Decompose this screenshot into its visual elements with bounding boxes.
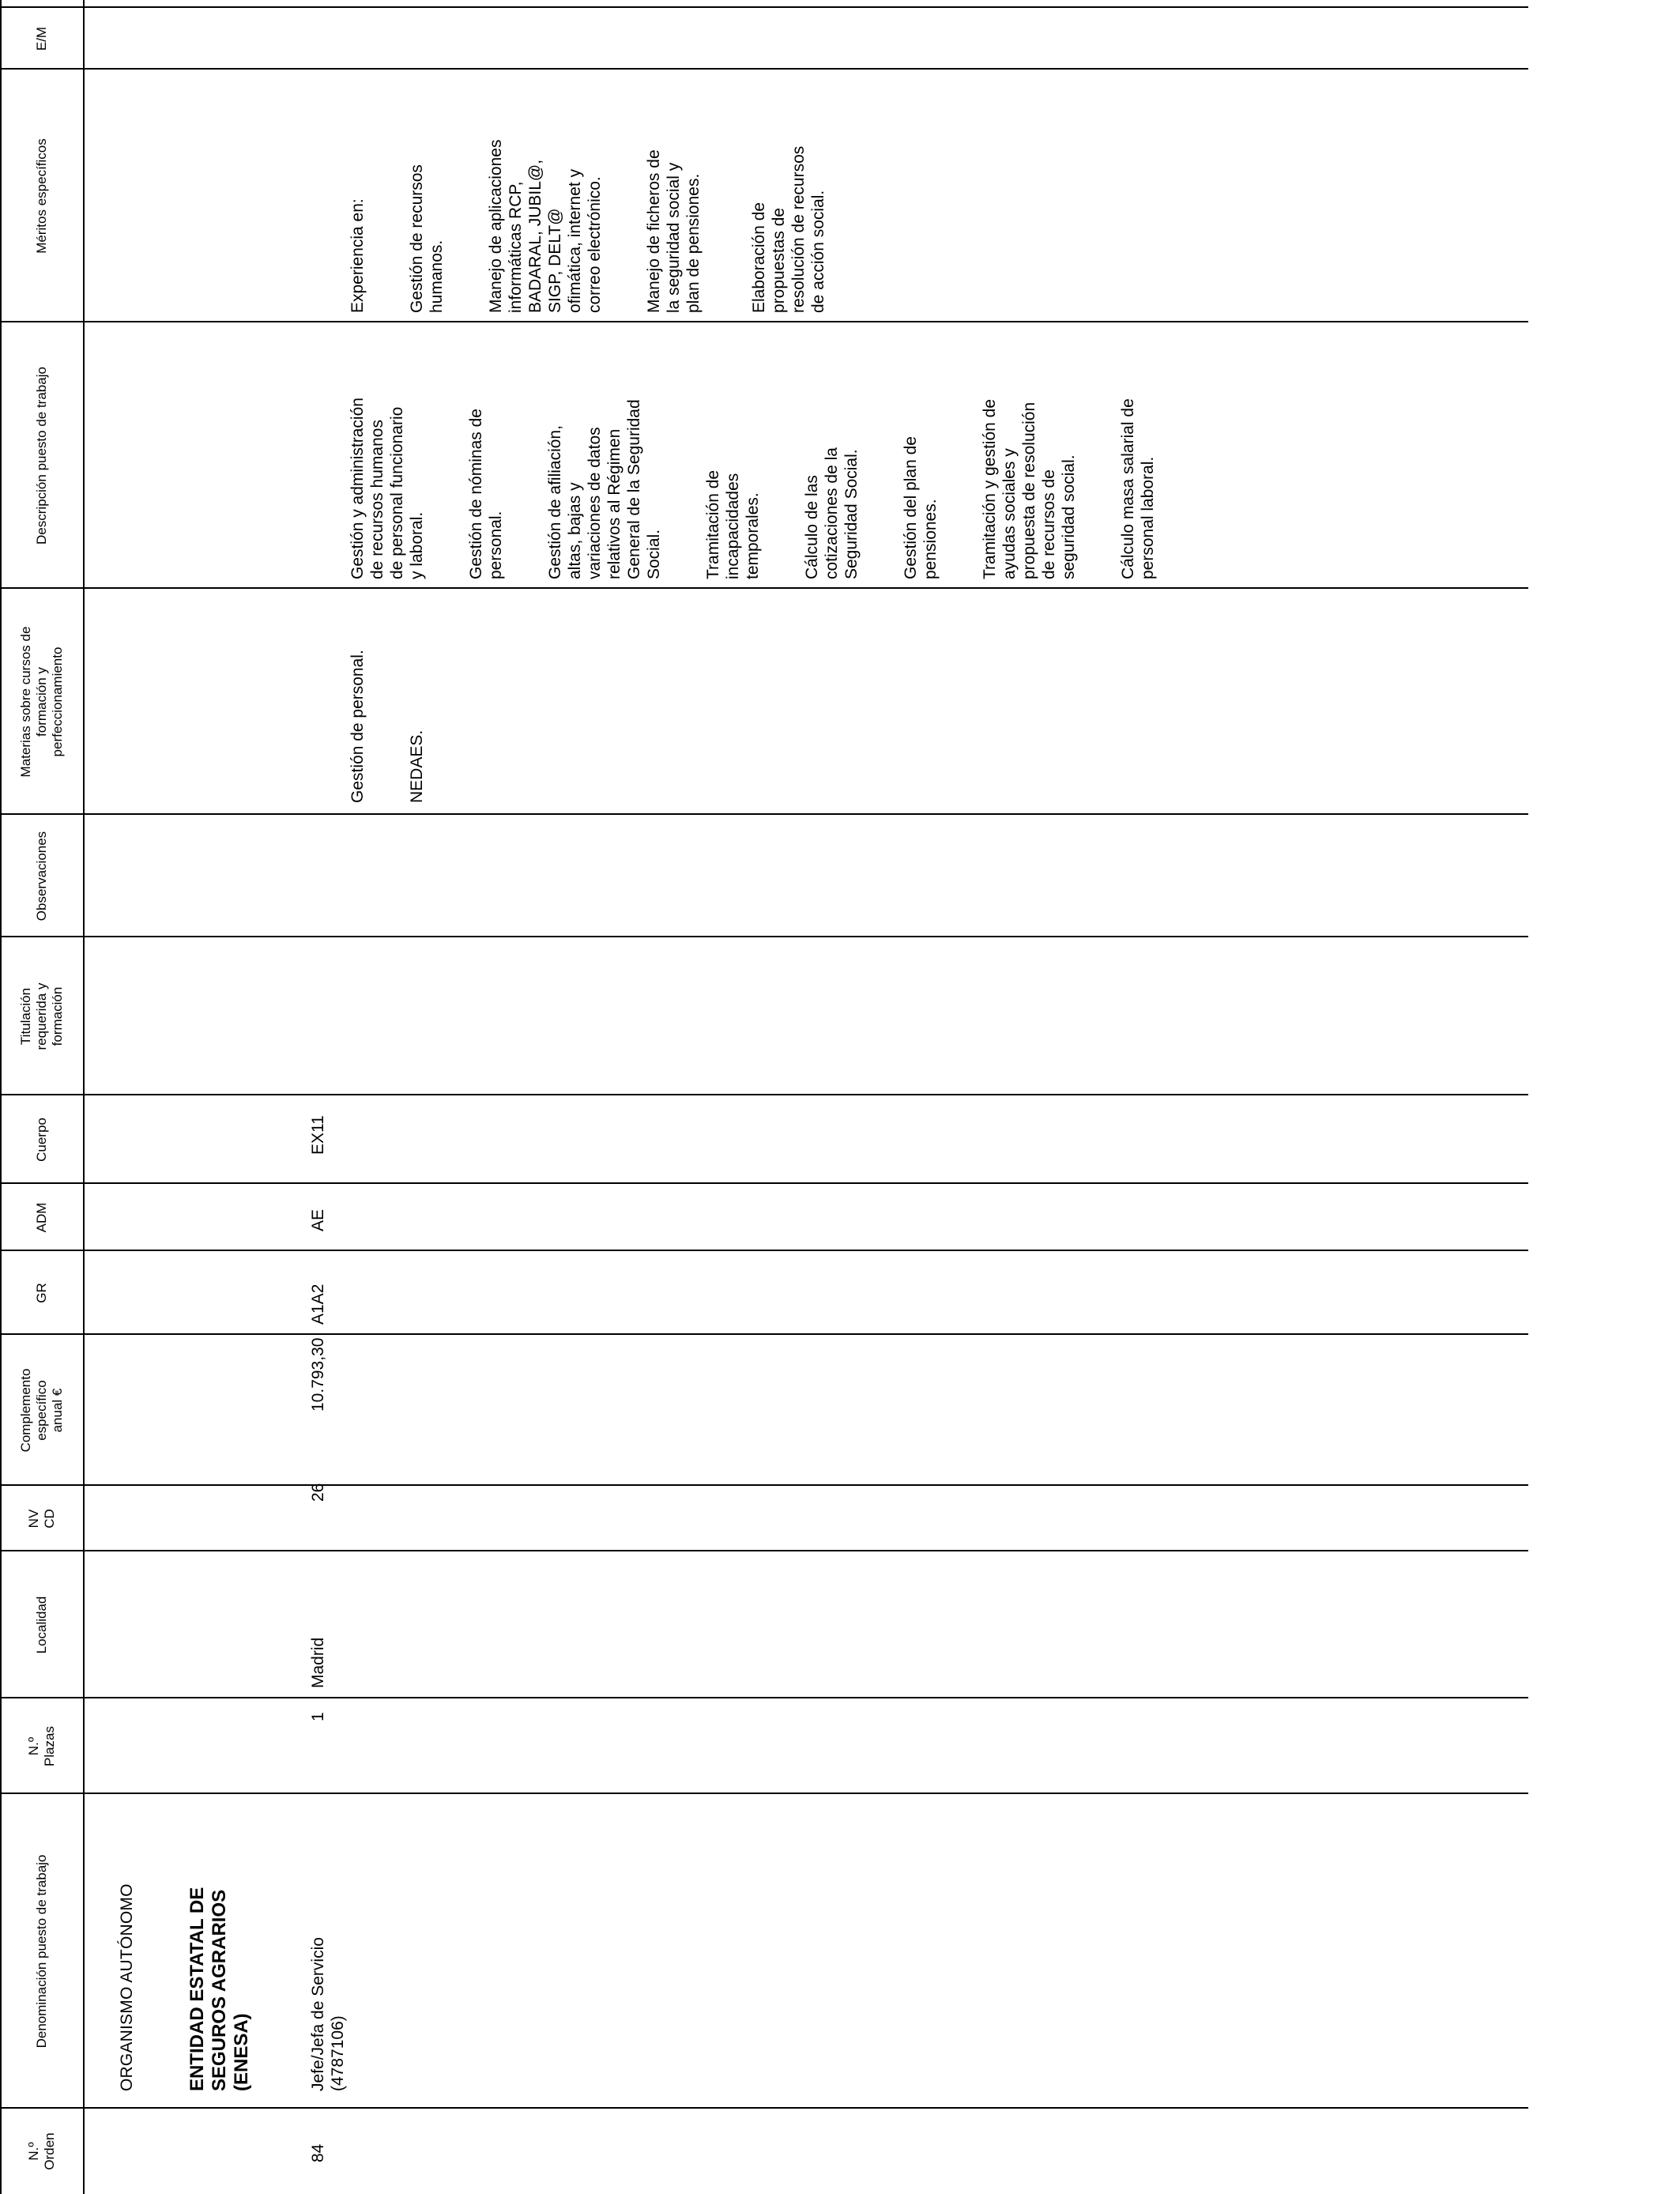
- col-sep: [0, 1793, 1528, 1794]
- descripcion-item: Cálculo masa salarial de personal laboral.: [1119, 398, 1157, 579]
- organismo-nombre: ENTIDAD ESTATAL DE SEGUROS AGRARIOS (ENESA): [186, 1887, 252, 2091]
- meritos-item: Manejo de aplicaciones informáticas RCP, BADARAL, JUBIL@, SIGP, DELT@ ofimática, internet y correo electrónico.: [487, 139, 604, 313]
- col-sep: [0, 1333, 1528, 1335]
- meritos-item: Gestión de recursos humanos.: [408, 164, 446, 313]
- meritos-item: Manejo de ficheros de la seguridad social y plan de pensiones.: [645, 149, 703, 313]
- cell-meritos: [308, 140, 868, 313]
- cell-nv-cd: 26: [309, 1483, 327, 1502]
- descripcion-item: Cálculo de las cotizaciones de la Seguridad Social.: [803, 447, 861, 579]
- descripcion-item: Tramitación de incapacidades temporales.: [704, 469, 762, 579]
- col-sep: [0, 1182, 1528, 1184]
- organismo-tipo: ORGANISMO AUTÓNOMO: [118, 1883, 136, 2091]
- header-localidad: Localidad: [33, 1596, 49, 1654]
- col-sep: [0, 813, 1528, 815]
- cell-localidad: Madrid: [309, 1637, 327, 1688]
- cell-complemento: 10.793,30: [309, 1337, 327, 1412]
- col-sep: [0, 2107, 1528, 2109]
- header-denominacion: Denominación puesto de trabajo: [33, 1854, 49, 2049]
- col-sep: [0, 1250, 1528, 1251]
- meritos-item: Elaboración de propuestas de resolución de recursos de acción social.: [750, 145, 827, 313]
- header-nv-cd: NV CD: [25, 1509, 57, 1529]
- materias-item: NEDAES.: [408, 729, 426, 803]
- descripcion-item: Gestión y administración de recursos humanos de personal funcionario y laboral.: [348, 398, 426, 579]
- header-bottom-border: [83, 0, 85, 2194]
- header-descripcion: Descripción puesto de trabajo: [33, 367, 49, 545]
- col-sep: [0, 1484, 1528, 1486]
- meritos-item: Experiencia en:: [348, 198, 367, 313]
- header-gr: GR: [33, 1283, 49, 1303]
- header-complemento: Complemento específico anual €: [17, 1368, 65, 1453]
- col-sep: [0, 587, 1528, 589]
- col-sep: [0, 321, 1528, 322]
- cell-descripcion: [308, 398, 1197, 579]
- header-n-plazas: N.º Plazas: [25, 1725, 57, 1767]
- header-n-orden: N.º Orden: [25, 2132, 57, 2170]
- col-sep: [0, 936, 1528, 937]
- col-sep: [0, 1697, 1528, 1698]
- header-titulacion: Titulación requerida y formación: [17, 982, 65, 1050]
- descripcion-item: Tramitación y gestión de ayudas sociales y propuesta de resolución de recursos de seguridad social.: [981, 399, 1078, 579]
- header-observaciones: Observaciones: [33, 831, 49, 922]
- header-materias: Materias sobre cursos de formación y perfeccionamiento: [17, 626, 65, 778]
- cell-materias: [308, 650, 466, 803]
- col-sep: [0, 1094, 1528, 1095]
- table-right-border: [0, 6, 1528, 8]
- materias-item: Gestión de personal.: [348, 650, 367, 803]
- descripcion-item: Gestión de afiliación, altas, bajas y variaciones de datos relativos al Régimen General de la Seguridad Social.: [546, 399, 663, 579]
- header-adm: ADM: [33, 1202, 49, 1233]
- cell-denominacion: Jefe/Jefa de Servicio (4787106): [309, 1937, 347, 2091]
- cell-adm: AE: [309, 1208, 327, 1231]
- cell-n-plazas: 1: [309, 1712, 327, 1721]
- cell-n-orden: 84: [309, 2143, 327, 2162]
- header-em: E/M: [33, 26, 49, 51]
- descripcion-item: Gestión del plan de pensiones.: [902, 436, 940, 579]
- descripcion-item: Gestión de nóminas de personal.: [467, 409, 505, 579]
- header-meritos: Méritos específicos: [33, 138, 49, 254]
- header-cuerpo: Cuerpo: [33, 1118, 49, 1162]
- col-sep: [0, 68, 1528, 70]
- cell-gr: A1A2: [309, 1284, 327, 1325]
- cell-cuerpo: EX11: [309, 1115, 327, 1155]
- col-sep: [0, 1550, 1528, 1551]
